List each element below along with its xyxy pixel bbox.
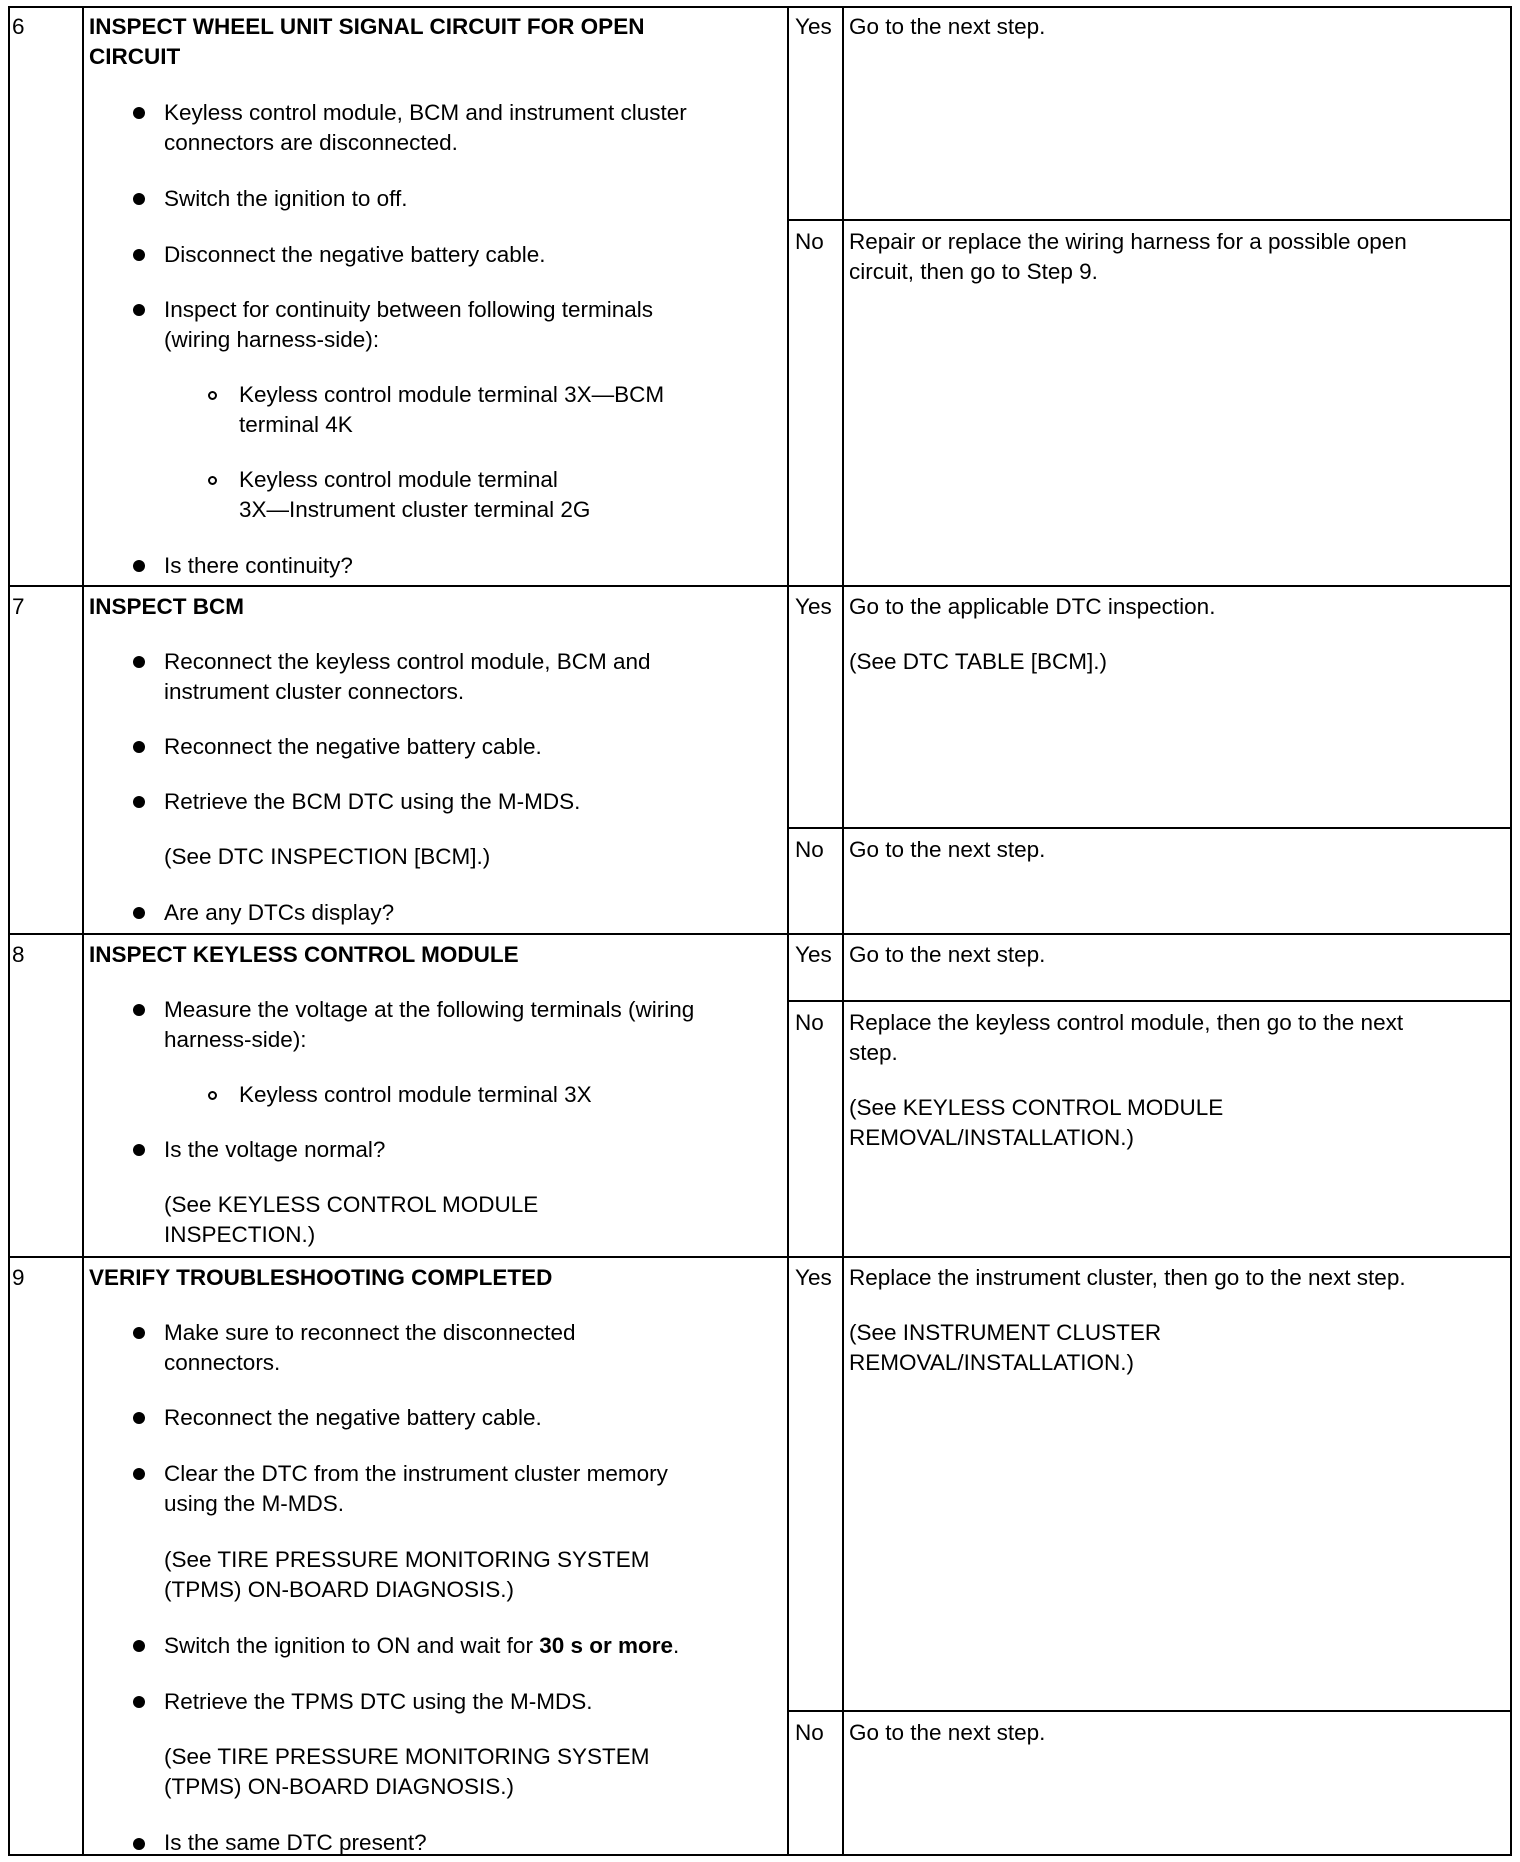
yes-result: Go to the next step.: [849, 14, 1046, 39]
step-reference: (See KEYLESS CONTROL MODULE: [164, 1192, 539, 1217]
no-result: circuit, then go to Step 9.: [849, 259, 1098, 284]
step-item: connectors are disconnected.: [164, 130, 458, 155]
row-divider: [8, 1256, 1512, 1258]
yes-label: Yes: [795, 14, 832, 39]
step-item: Inspect for continuity between following terminals: [164, 297, 654, 322]
step-title: INSPECT KEYLESS CONTROL MODULE: [89, 942, 519, 967]
step-title: INSPECT BCM: [89, 594, 245, 619]
step-item: Is there continuity?: [164, 553, 353, 578]
step-title: CIRCUIT: [89, 44, 181, 69]
no-label: No: [795, 1720, 824, 1745]
step-item: Keyless control module, BCM and instrument cluster: [164, 100, 687, 125]
yes-result-reference: (See INSTRUMENT CLUSTER: [849, 1320, 1162, 1345]
no-result: Go to the next step.: [849, 1720, 1046, 1745]
yes-no-divider: [787, 827, 1512, 829]
step-item: Are any DTCs display?: [164, 900, 395, 925]
yes-label: Yes: [795, 942, 832, 967]
yes-result-reference: (See DTC TABLE [BCM].): [849, 649, 1107, 674]
col-divider-result: [842, 6, 844, 1856]
step-item-tail: .: [673, 1633, 680, 1658]
row-divider: [8, 585, 1512, 587]
step-reference: (TPMS) ON-BOARD DIAGNOSIS.): [164, 1774, 515, 1799]
step-title: VERIFY TROUBLESHOOTING COMPLETED: [89, 1265, 553, 1290]
step-item: instrument cluster connectors.: [164, 679, 465, 704]
step-item: (wiring harness-side):: [164, 327, 380, 352]
step-sub-item: terminal 4K: [239, 412, 353, 437]
step-item: Is the same DTC present?: [164, 1830, 427, 1855]
step-item: Retrieve the BCM DTC using the M-MDS.: [164, 789, 581, 814]
bullet-icon: [133, 107, 145, 119]
bullet-icon: [133, 907, 145, 919]
no-label: No: [795, 1010, 824, 1035]
step-item-emphasis: 30 s or more: [539, 1633, 674, 1658]
step-item: Disconnect the negative battery cable.: [164, 242, 546, 267]
step-item: harness-side):: [164, 1027, 307, 1052]
yes-label: Yes: [795, 1265, 832, 1290]
yes-result-reference: REMOVAL/INSTALLATION.): [849, 1350, 1135, 1375]
step-number: 9: [12, 1265, 25, 1290]
step-item: Is the voltage normal?: [164, 1137, 386, 1162]
step-item: using the M-MDS.: [164, 1491, 345, 1516]
step-item: Clear the DTC from the instrument cluster memory: [164, 1461, 668, 1486]
step-sub-item: Keyless control module terminal 3X—BCM: [239, 382, 665, 407]
step-number: 6: [12, 14, 25, 39]
step-sub-item: Keyless control module terminal: [239, 467, 558, 492]
no-label: No: [795, 229, 824, 254]
step-item: Retrieve the TPMS DTC using the M-MDS.: [164, 1689, 593, 1714]
step-number: 7: [12, 594, 25, 619]
col-divider-number: [82, 6, 84, 1856]
step-item: [164, 1631, 679, 1661]
step-reference: INSPECTION.): [164, 1222, 316, 1247]
bullet-icon: [133, 560, 145, 572]
no-result-reference: (See KEYLESS CONTROL MODULE: [849, 1095, 1224, 1120]
bullet-icon: [133, 1838, 145, 1850]
step-reference: (TPMS) ON-BOARD DIAGNOSIS.): [164, 1577, 515, 1602]
bullet-icon: [133, 1144, 145, 1156]
bullet-icon: [133, 304, 145, 316]
step-sub-item: Keyless control module terminal 3X: [239, 1082, 592, 1107]
step-item: Reconnect the keyless control module, BCM and: [164, 649, 651, 674]
yes-no-divider: [787, 1710, 1512, 1712]
bullet-icon: [133, 1696, 145, 1708]
no-result: step.: [849, 1040, 898, 1065]
col-divider-action: [787, 6, 789, 1856]
bullet-icon: [133, 1412, 145, 1424]
bullet-icon: [133, 1640, 145, 1652]
step-number: 8: [12, 942, 25, 967]
sub-bullet-icon: [208, 476, 217, 485]
step-item: Reconnect the negative battery cable.: [164, 1405, 542, 1430]
sub-bullet-icon: [208, 1091, 217, 1100]
step-title: INSPECT WHEEL UNIT SIGNAL CIRCUIT FOR OPEN: [89, 14, 645, 39]
row-divider: [8, 933, 1512, 935]
step-item: Measure the voltage at the following terminals (wiring: [164, 997, 695, 1022]
no-result-reference: REMOVAL/INSTALLATION.): [849, 1125, 1135, 1150]
step-item-text: Switch the ignition to ON and wait for: [164, 1633, 540, 1658]
yes-label: Yes: [795, 594, 832, 619]
bullet-icon: [133, 1468, 145, 1480]
step-sub-item: 3X—Instrument cluster terminal 2G: [239, 497, 591, 522]
yes-result: Replace the instrument cluster, then go to the next step.: [849, 1265, 1406, 1290]
step-reference: (See TIRE PRESSURE MONITORING SYSTEM: [164, 1744, 650, 1769]
no-result: Go to the next step.: [849, 837, 1046, 862]
step-item: Make sure to reconnect the disconnected: [164, 1320, 576, 1345]
bullet-icon: [133, 1004, 145, 1016]
bullet-icon: [133, 1327, 145, 1339]
bullet-icon: [133, 249, 145, 261]
bullet-icon: [133, 656, 145, 668]
bullet-icon: [133, 193, 145, 205]
bullet-icon: [133, 796, 145, 808]
no-label: No: [795, 837, 824, 862]
yes-result: Go to the next step.: [849, 942, 1046, 967]
yes-no-divider: [787, 219, 1512, 221]
step-item: connectors.: [164, 1350, 281, 1375]
no-result: Repair or replace the wiring harness for a possible open: [849, 229, 1407, 254]
step-reference: (See DTC INSPECTION [BCM].): [164, 844, 491, 869]
bullet-icon: [133, 741, 145, 753]
yes-no-divider: [787, 1000, 1512, 1002]
step-item: Reconnect the negative battery cable.: [164, 734, 542, 759]
yes-result: Go to the applicable DTC inspection.: [849, 594, 1216, 619]
step-reference: (See TIRE PRESSURE MONITORING SYSTEM: [164, 1547, 650, 1572]
no-result: Replace the keyless control module, then go to the next: [849, 1010, 1404, 1035]
step-item: Switch the ignition to off.: [164, 186, 408, 211]
sub-bullet-icon: [208, 391, 217, 400]
